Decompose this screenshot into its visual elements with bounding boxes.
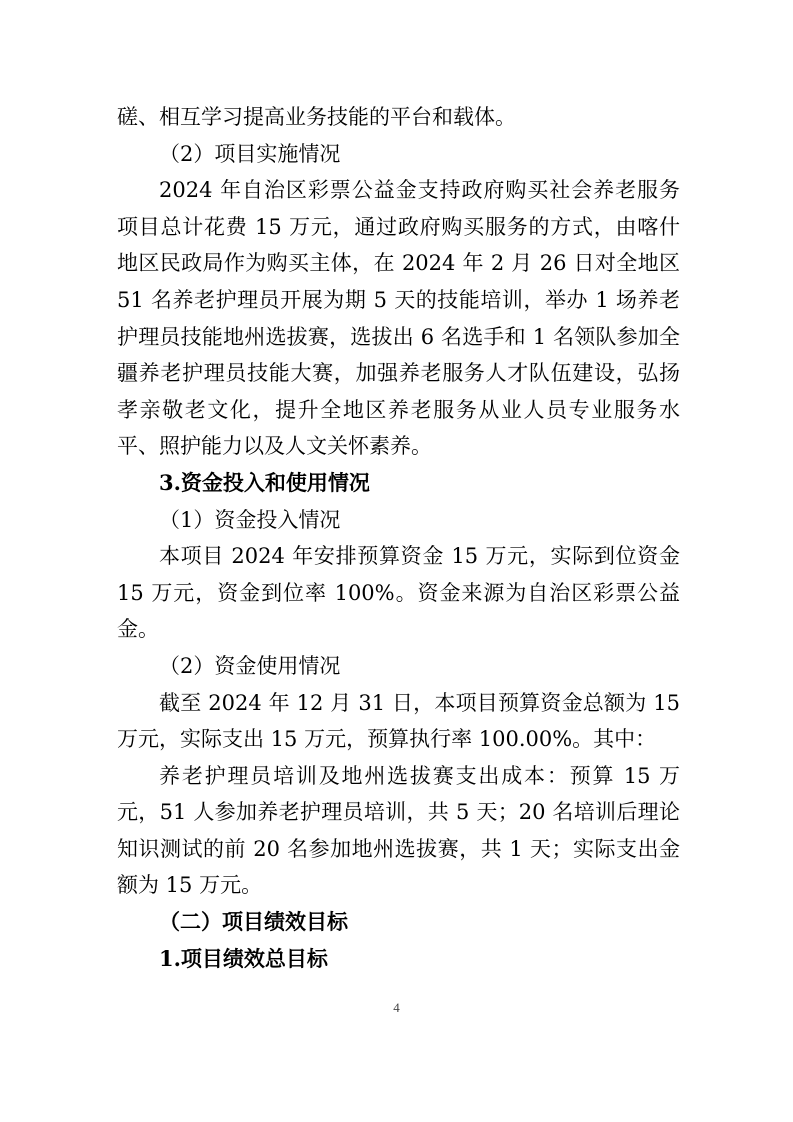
subheading-implementation: （2）项目实施情况 [159,141,341,166]
paragraph-cost-detail: 养老护理员培训及地州选拔赛支出成本：预算 15 万元，51 人参加养老护理员培训，共 5 天；20 名培训后理论知识测试的前 20 名参加地州选拔赛，共 1 天；实际支出金额为 15 万元。 [117,763,680,898]
section-heading-funding: 3.资金投入和使用情况 [159,469,370,495]
paragraph-fund-input: 本项目 2024 年安排预算资金 15 万元，实际到位资金 15 万元，资金到位率 100%。资金来源为自治区彩票公益金。 [117,544,680,642]
paragraph-implementation: 2024 年自治区彩票公益金支持政府购买社会养老服务项目总计花费 15 万元，通过政府购买服务的方式，由喀什地区民政局作为购买主体，在 2024 年 2 月 26 日对全地区 51 名养老护理员开展为期 5 天的技能培训，举办 1 场养老护理员技能地州选拔赛，选拔出 6 名选手和 1 名领队参加全疆养老护理员技能大赛，加强养老服务人才队伍建设，弘扬孝亲敬老文化，提升全地区养老服务从业人员专业服务水平、照护能力以及人文关怀素养。 [117,178,680,459]
paragraph-continuation: 磋、相互学习提高业务技能的平台和载体。 [117,105,516,129]
subheading-fund-usage: （2）资金使用情况 [159,653,341,678]
page-number: 4 [393,1000,400,1015]
body-text [117,99,680,977]
paragraph-fund-usage: 截至 2024 年 12 月 31 日，本项目预算资金总额为 15 万元，实际支出 15 万元，预算执行率 100.00%。其中： [117,690,680,752]
subheading-overall-goal: 1.项目绩效总目标 [159,945,328,971]
section-heading-goals: （二）项目绩效目标 [159,909,348,935]
subheading-fund-input: （1）资金投入情况 [159,507,341,532]
